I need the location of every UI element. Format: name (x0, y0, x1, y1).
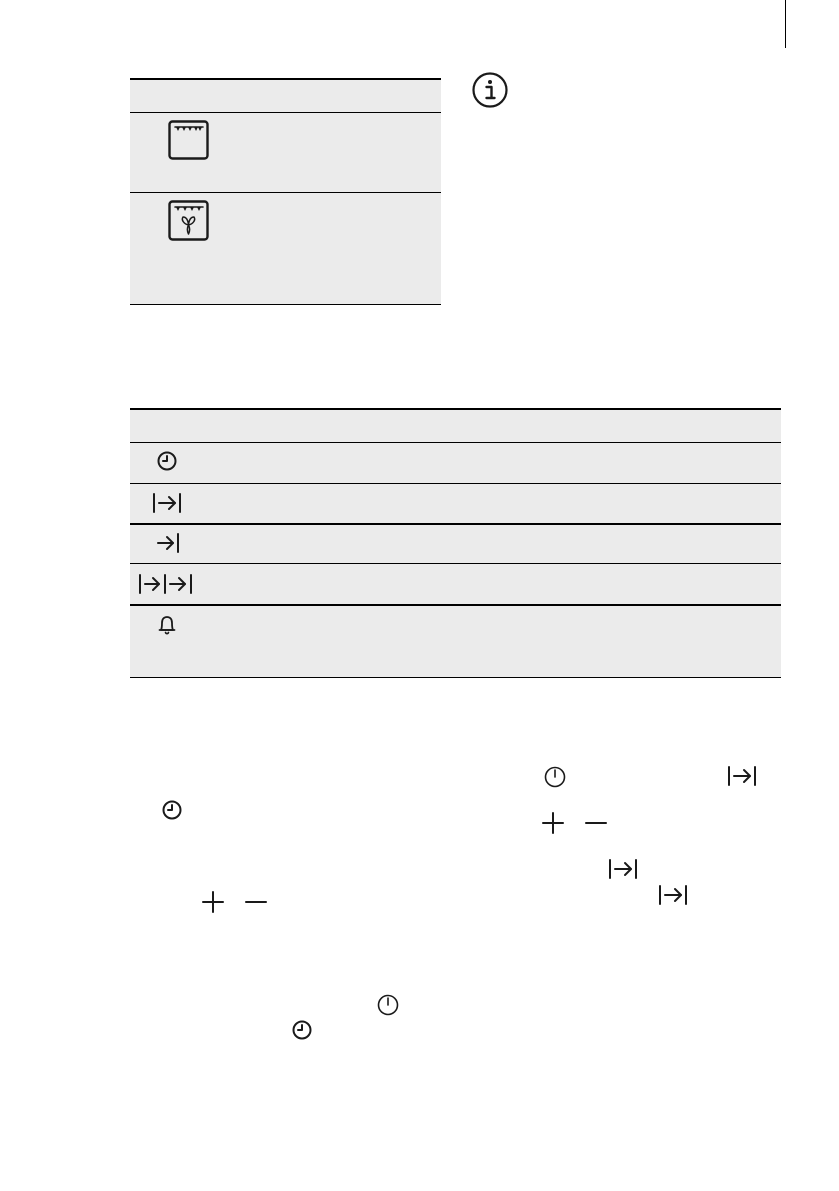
minute-minder-bell-icon (158, 614, 176, 636)
top-heat-fan-oven-icon (168, 200, 210, 242)
plus-icon (542, 812, 564, 834)
plus-icon (202, 891, 224, 913)
top-heat-oven-icon (168, 120, 210, 160)
minus-icon (245, 891, 267, 913)
clock-outline-icon (544, 766, 566, 788)
end-time-icon (156, 532, 180, 554)
clock-icon (292, 1020, 312, 1040)
minus-icon (585, 812, 607, 834)
table-header-rule (130, 78, 441, 80)
table-row-divider (130, 483, 781, 484)
table-row-divider (130, 563, 781, 564)
duration-icon (608, 858, 638, 880)
clock-outline-icon (377, 994, 399, 1016)
table-row-divider (130, 112, 441, 113)
oven-functions-table (130, 78, 441, 305)
table-row-divider (130, 192, 441, 193)
duration-icon (658, 884, 688, 906)
duration-icon (152, 492, 182, 514)
clock-functions-table (130, 408, 781, 678)
time-delay-icon (138, 573, 194, 595)
table-bottom-rule (130, 677, 781, 678)
clock-icon (157, 451, 177, 471)
clock-icon (162, 800, 182, 820)
table-row-divider (130, 523, 781, 525)
table-row-divider (130, 442, 781, 443)
table-row-divider (130, 604, 781, 606)
cut-mark (785, 0, 786, 48)
info-icon (472, 72, 508, 108)
duration-icon (727, 765, 757, 787)
table-bottom-rule (130, 304, 441, 305)
table-header-rule (130, 408, 781, 410)
